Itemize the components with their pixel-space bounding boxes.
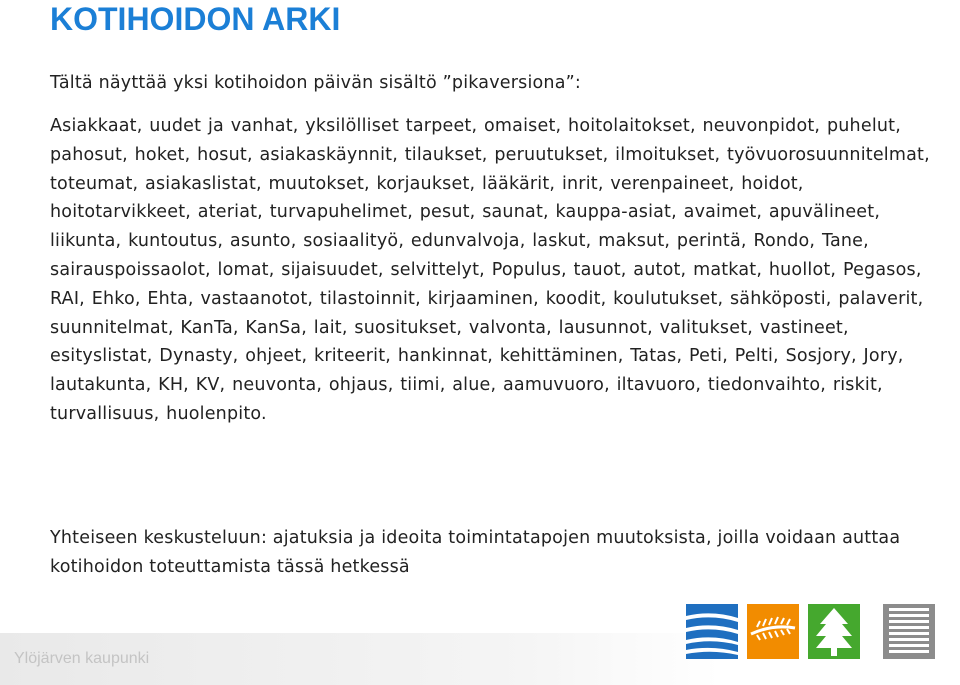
water-logo-icon	[686, 604, 738, 659]
building-logo-icon	[883, 604, 935, 659]
task-list-paragraph: Asiakkaat, uudet ja vanhat, yksilölliset tarpeet, omaiset, hoitolaitokset, neuvonpidot, puhelut, pahosut, hoket, hosut, asiakaskäynnit, tilaukset, peruutukset, ilmoitukset, työvuorosuunnitelmat, toteumat, asiakaslistat, muutokset, korjaukset, lääkärit, inrit, verenpaineet, hoidot, hoitotarvikkeet, ateriat, turvapuhelimet, pesut, saunat, kauppa-asiat, avaimet, apuvälineet, liikunta, kuntoutus, asunto, sosiaalityö, edunvalvoja, laskut, maksut, perintä, Rondo, Tane, sairauspoissaolot, lomat, sijaisuudet, selvittelyt, Populus, tauot, autot, matkat, huollot, Pegasos, RAI, Ehko, Ehta, vastaanotot, tilastoinnit, kirjaaminen, koodit, koulutukset, sähköposti, palaverit, suunnitelmat, KanTa, KanSa, lait, suositukset, valvonta, lausunnot, valitukset, vastineet, esityslistat, Dynasty, ohjeet, kriteerit, hankinnat, kehittäminen, Tatas, Peti, Pelti, Sosjory, Jory, lautakunta, KH, KV, neuvonta, ohjaus, tiimi, alue, aamuvuoro, iltavuoro, tiedonvaihto, riskit, turvallisuus, huolenpito.	[50, 116, 930, 424]
footer-organization: Ylöjärven kaupunki	[14, 650, 150, 667]
intro-text: Tältä näyttää yksi kotihoidon päivän sisältö ”pikaversiona”:	[50, 73, 582, 93]
field-logo-icon	[747, 604, 799, 659]
discussion-prompt: Yhteiseen keskusteluun: ajatuksia ja ideoita toimintatapojen muutoksista, joilla voidaan auttaa kotihoidon toteuttamista tässä hetkessä	[50, 528, 901, 577]
page-title: KOTIHOIDON ARKI	[50, 1, 341, 37]
tree-logo-icon	[808, 604, 860, 659]
